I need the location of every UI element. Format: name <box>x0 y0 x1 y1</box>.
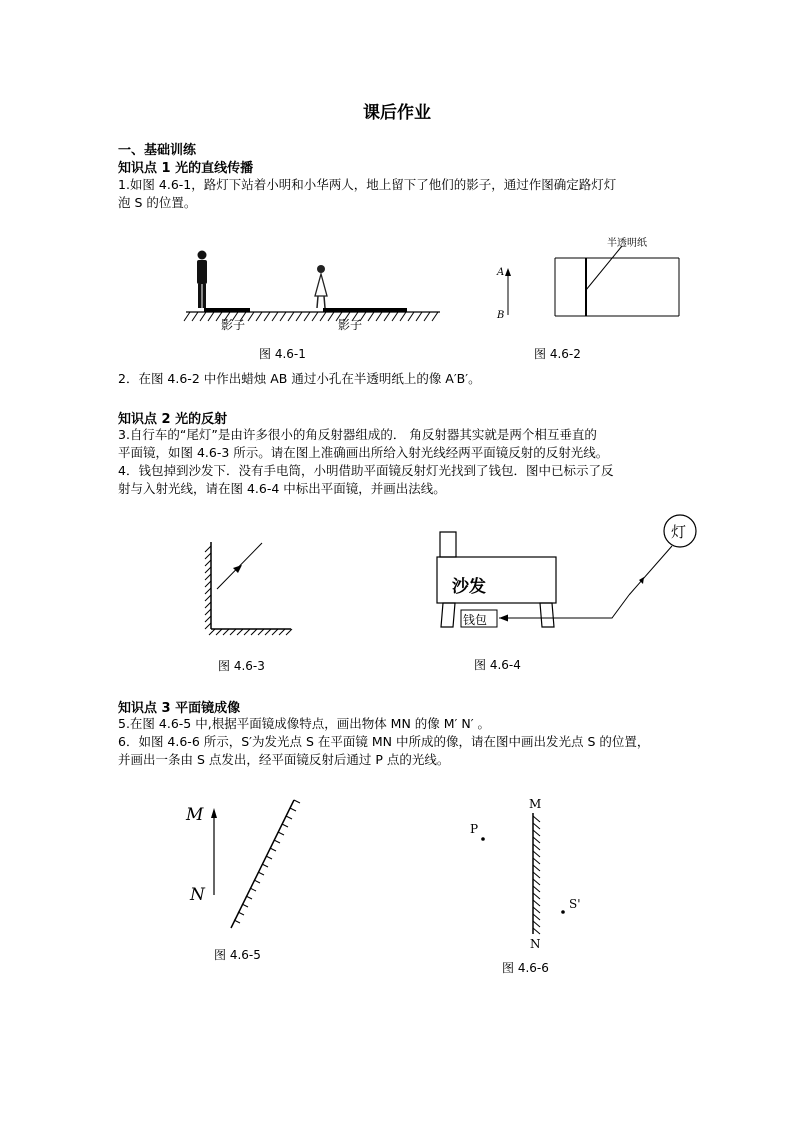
label-n: N <box>530 937 541 951</box>
label-n: N <box>190 885 205 905</box>
label-m: M <box>529 797 542 811</box>
q3-text-line1: 3.自行车的“尾灯”是由许多很小的角反射器组成的． 角反射器其实就是两个相互垂直的 <box>118 427 597 442</box>
shadow-label-1: 影子 <box>221 318 246 332</box>
lamp-label: 灯 <box>671 523 687 541</box>
label-s-image: S' <box>569 897 581 911</box>
q6-text-line2: 并画出一条由 S 点发出，经平面镜反射后通过 P 点的光线。 <box>118 752 450 767</box>
q3-text-line2: 平面镜，如图 4.6-3 所示。请在图上准确画出所给入射光线经两平面镜反射的反射光线。 <box>118 445 609 460</box>
label-p: P <box>470 822 479 836</box>
kp3-heading: 知识点 3 平面镜成像 <box>118 701 241 716</box>
q2-text: 2．在图 4.6-2 中作出蜡烛 AB 通过小孔在半透明纸上的像 A′B′。 <box>118 371 481 386</box>
fig5-caption: 图 4.6-5 <box>214 948 261 962</box>
sofa-label: 沙发 <box>452 577 486 597</box>
section-heading: 一、基础训练 <box>118 143 197 158</box>
shadow-label-2: 影子 <box>338 318 363 332</box>
q5-text: 5.在图 4.6-5 中,根据平面镜成像特点，画出物体 MN 的像 M′ N′ 。 <box>118 716 491 731</box>
q6-text-line1: 6．如图 4.6-6 所示，S′为发光点 S 在平面镜 MN 中所成的像，请在图中画出发光点 S 的位置， <box>118 734 650 749</box>
q4-text-line2: 射与入射光线，请在图 4.6-4 中标出平面镜，并画出法线。 <box>118 481 446 496</box>
translucent-paper-label: 半透明纸 <box>607 238 647 249</box>
kp2-heading: 知识点 2 光的反射 <box>118 412 228 427</box>
fig4-caption: 图 4.6-4 <box>474 658 521 672</box>
label-m: M <box>186 805 204 825</box>
point-s-image <box>561 910 565 914</box>
q1-text-line2: 泡 S 的位置。 <box>118 195 197 210</box>
point-p <box>481 837 485 841</box>
wallet-label: 钱包 <box>463 613 488 627</box>
label-b: B <box>497 310 505 321</box>
label-a: A <box>497 267 505 278</box>
fig2-caption: 图 4.6-2 <box>534 347 581 361</box>
q1-text-line1: 1.如图 4.6-1，路灯下站着小明和小华两人，地上留下了他们的影子，通过作图确定路灯灯 <box>118 177 617 192</box>
page-title: 课后作业 <box>363 103 431 123</box>
mirror-hatching <box>533 816 540 934</box>
fig1-caption: 图 4.6-1 <box>259 347 306 361</box>
q4-text-line1: 4．钱包掉到沙发下．没有手电筒，小明借助平面镜反射灯光找到了钱包．图中已标示了反 <box>118 463 614 478</box>
fig6-caption: 图 4.6-6 <box>502 961 549 975</box>
fig3-caption: 图 4.6-3 <box>218 659 265 673</box>
kp1-heading: 知识点 1 光的直线传播 <box>118 161 254 176</box>
